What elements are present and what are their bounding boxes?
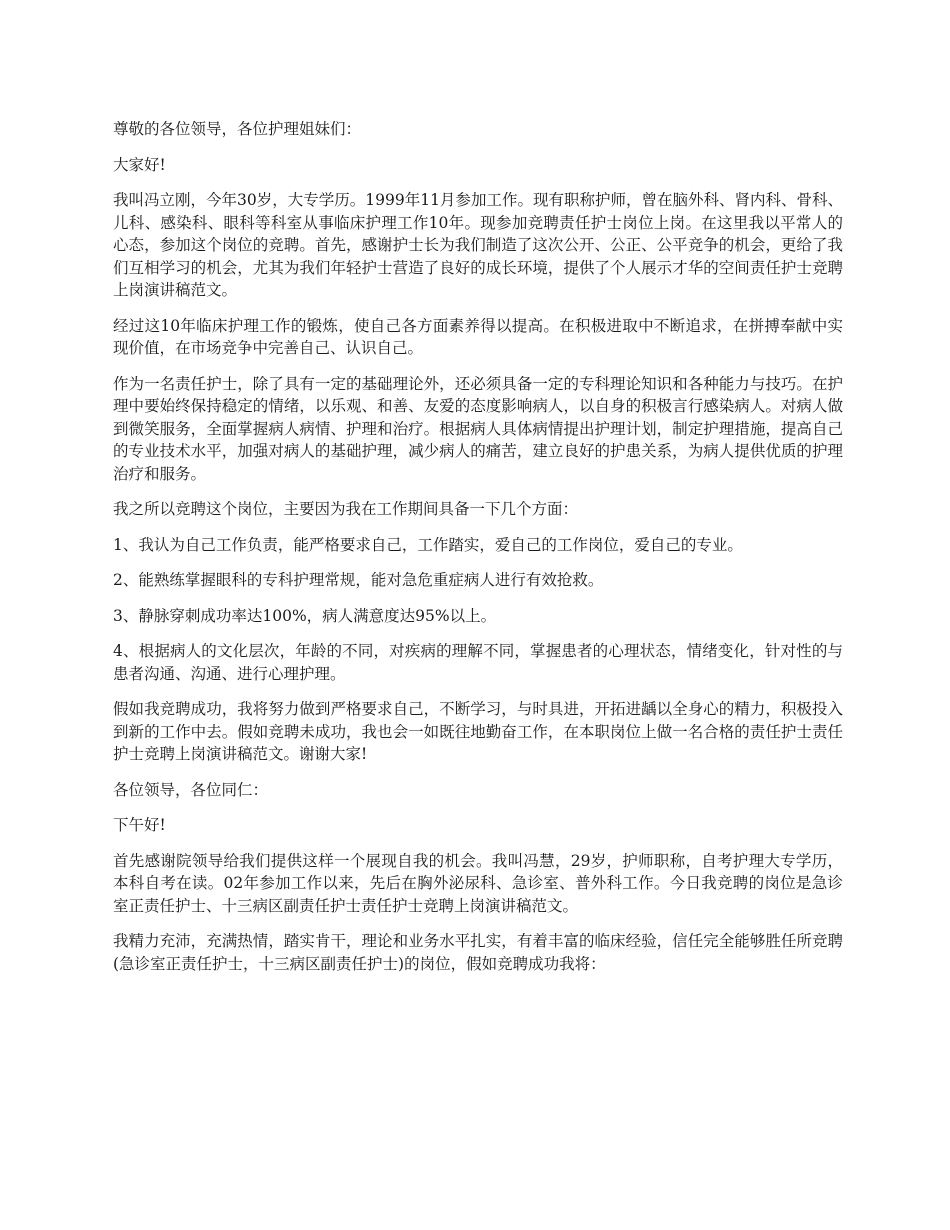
- document-page: [113, 118, 843, 988]
- salutation-paragraph: 尊敬的各位领导，各位护理姐妹们：: [113, 120, 362, 138]
- list-item: 2、能熟练掌握眼科的专科护理常规，能对急危重症病人进行有效抢救。: [113, 571, 604, 589]
- body-paragraph: 我精力充沛，充满热情，踏实肯干，理论和业务水平扎实，有着丰富的临床经验，信任完全能够胜任所竞聘(急诊室正责任护士，十三病区副责任护士)的岗位，假如竞聘成功我将：: [113, 932, 843, 973]
- list-item: 1、我认为自己工作负责，能严格要求自己，工作踏实，爱自己的工作岗位，爱自己的专业。: [113, 535, 743, 554]
- body-paragraph: 经过这10年临床护理工作的锻炼，使自己各方面素养得以提高。在积极进取中不断追求，在拼搏奉献中实现价值，在市场竞争中完善自己、认识自己。: [113, 316, 843, 357]
- body-paragraph: 作为一名责任护士，除了具有一定的基础理论外，还必须具备一定的专科理论知识和各种能力与技巧。在护理中要始终保持稳定的情绪，以乐观、和善、友爱的态度影响病人，以自身的积极言行感染病人。对病人做到微笑服务，全面掌握病人病情、护理和治疗。根据病人具体病情提出护理计划，制定护理措施，提高自己的专业技术水平，加强对病人的基础护理，减少病人的痛苦，建立良好的护患关系，为病人提供优质的护理治疗和服务。: [113, 374, 843, 483]
- body-paragraph: 我之所以竞聘这个岗位，主要因为我在工作期间具备一下几个方面：: [113, 500, 579, 518]
- greeting-paragraph: 大家好!: [113, 155, 166, 174]
- list-item: 4、根据病人的文化层次，年龄的不同，对疾病的理解不同，掌握患者的心理状态，情绪变化，针对性的与患者沟通、沟通、进行心理护理。: [113, 642, 843, 683]
- body-paragraph: 假如我竞聘成功，我将努力做到严格要求自己，不断学习，与时具进，开拓进龋以全身心的精力，积极投入到新的工作中去。假如竞聘未成功，我也会一如既往地勤奋工作，在本职岗位上做一名合格的责任护士责任护士竞聘上岗演讲稿范文。谢谢大家!: [113, 700, 843, 763]
- salutation-paragraph: 各位领导，各位同仁：: [113, 780, 269, 799]
- greeting-paragraph: 下午好!: [113, 816, 166, 834]
- body-paragraph: 我叫冯立刚，今年30岁，大专学历。1999年11月参加工作。现有职称护师，曾在脑外科、肾内科、骨科、儿科、感染科、眼科等科室从事临床护理工作10年。现参加竞聘责任护士岗位上岗。在这里我以平常人的心态，参加这个岗位的竞聘。首先，感谢护士长为我们制造了这次公开、公正、公平竞争的机会，更给了我们互相学习的机会，尤其为我们年轻护士营造了良好的成长环境，提供了个人展示才华的空间责任护士竞聘上岗演讲稿范文。: [113, 191, 843, 299]
- body-paragraph: 首先感谢院领导给我们提供这样一个展现自我的机会。我叫冯慧，29岁，护师职称，自考护理大专学历，本科自考在读。02年参加工作以来，先后在胸外泌尿科、急诊室、普外科工作。今日我竞聘的岗位是急诊室正责任护士、十三病区副责任护士责任护士竞聘上岗演讲稿范文。: [113, 851, 843, 915]
- list-item: 3、静脉穿刺成功率达100%，病人满意度达95%以上。: [113, 606, 497, 625]
